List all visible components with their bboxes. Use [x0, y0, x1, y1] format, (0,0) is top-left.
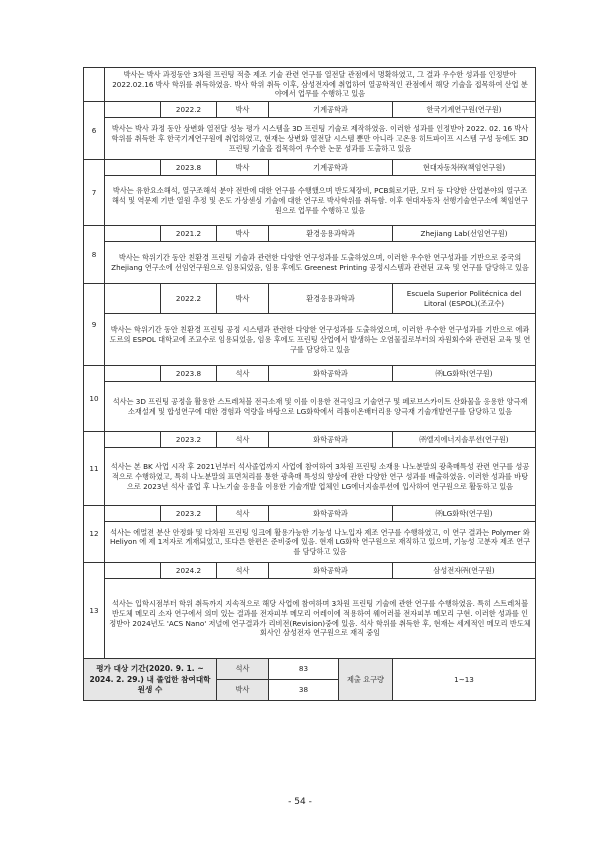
- row-number: 6: [84, 102, 105, 160]
- blank-cell: [105, 226, 161, 242]
- table-row: [84, 432, 536, 448]
- blank-cell: [105, 432, 161, 448]
- career-description: 박사는 박사 과정 동안 상변화 열전달 성능 평가 시스템을 3D 프린팅 기술로 제작하였음. 이러한 성과를 인정받아 2022. 02. 16 박사 학위를 취득한 후 한국기계연구원에 취업하였고, 현재는 상변화 열전달 시스템 뿐만 아니라 고온용 히트파이프 시스템 구성 등에도 3D 프린팅 기술을 접목하여 우수한 논문 성과를 도출하고 있음: [105, 118, 536, 160]
- requirement-value: 1~13: [393, 659, 536, 701]
- graduation-date: 2023.2: [161, 432, 217, 448]
- graduation-date: 2021.2: [161, 226, 217, 242]
- table-row: [84, 563, 536, 579]
- row-number: 10: [84, 366, 105, 432]
- blank-cell: [105, 160, 161, 176]
- degree: 박사: [217, 160, 269, 176]
- department: 화학공학과: [269, 432, 393, 448]
- career-description: 석사는 입학시점부터 학위 취득까지 지속적으로 해당 사업에 참여하며 3차원 프린팅 기술에 관한 연구를 수행하였음. 특히 스트레처블 반도체 메모리 소자 연구에서 의미 있는 결과를 전자피부 메모리 어레이에 적용하여 웨어러블 전자피부 메모리 구현. 이러한 성과를 인정받아 2024년도 'ACS Nano' 저널에 연구결과가 리비전(Revision)중에 있음. 석사 학위를 취득한 후, 현재는 세계적인 메모리 반도체 회사인 삼성전자 연구원으로 재직 중임: [105, 579, 536, 659]
- blank-cell: [105, 102, 161, 118]
- master-count: 83: [269, 659, 339, 680]
- table-row: [84, 118, 536, 160]
- employer: 현대자동차㈜(책임연구원): [393, 160, 536, 176]
- row-number: 9: [84, 284, 105, 366]
- department: 기계공학과: [269, 102, 393, 118]
- table-row: [84, 242, 536, 284]
- row-number: 7: [84, 160, 105, 226]
- table-row: [84, 176, 536, 226]
- table-row: [84, 284, 536, 314]
- department: 환경응용과학과: [269, 226, 393, 242]
- row-number-cell: [84, 68, 105, 102]
- table-row: [84, 314, 536, 366]
- table-row: [84, 102, 536, 118]
- employer: ㈜엘지에너지솔루션(연구원): [393, 432, 536, 448]
- row-number: 13: [84, 563, 105, 659]
- graduation-date: 2022.2: [161, 284, 217, 314]
- career-description: 박사는 학위기간 동안 친환경 프린팅 공정 시스템과 관련한 다양한 연구성과를 도출하였으며, 이러한 우수한 연구성과를 기반으로 에콰도르의 ESPOL 대학교에 조교수로 임용되었음, 임용 후에도 프린팅 산업에서 발생하는 오염물질로부터의 자원회수와 관련된 교육 및 연구를 담당하고 있음: [105, 314, 536, 366]
- career-description: 석사는 에멀젼 분산 안정화 및 다차원 프린팅 잉크에 활용가능한 기능성 나노입자 제조 연구를 수행하였고, 이 연구 결과는 Polymer 와 Heliyon 에 제 1저자로 게재되었고, 또다른 한편은 준비중에 있음. 현재 LG화학 연구원으로 재직하고 있으며, 기능성 고분자 제조 연구를 담당하고 있음: [105, 522, 536, 563]
- career-description: 석사는 본 BK 사업 시작 후 2021년부터 석사졸업까지 사업에 참여하여 3차원 프린팅 소재용 나노분말의 광촉매특성 관련 연구를 성공적으로 수행하였고, 특히 나노분말의 표면처리를 통한 광촉매 특성의 향상에 관한 다양한 연구 성과를 배출하였음. 이러한 성과를 바탕으로 2023년 석사 졸업 후 나노기술 응용을 이용한 기술개발 업체인 LG에너지솔루션에 입사하여 연구원으로 활동하고 있음: [105, 448, 536, 506]
- phd-count: 38: [269, 680, 339, 701]
- graduation-date: 2022.2: [161, 102, 217, 118]
- employer: ㈜LG화학(연구원): [393, 366, 536, 382]
- requirement-label: 제출 요구량: [339, 659, 393, 701]
- table-row: [84, 522, 536, 563]
- master-label: 석사: [217, 659, 269, 680]
- row-number: 11: [84, 432, 105, 506]
- employer: ㈜LG화학(연구원): [393, 506, 536, 522]
- employer: 삼성전자㈜(연구원): [393, 563, 536, 579]
- table-row: [84, 506, 536, 522]
- summary-label: 평가 대상 기간(2020. 9. 1. ~ 2024. 2. 29.) 내 졸업한 참여대학원생 수: [84, 659, 217, 701]
- degree: 석사: [217, 366, 269, 382]
- table-row: [84, 579, 536, 659]
- graduation-date: 2024.2: [161, 563, 217, 579]
- degree: 석사: [217, 506, 269, 522]
- department: 환경응용과학과: [269, 284, 393, 314]
- employer: Escuela Superior Politécnica del Litoral (ESPOL)(조교수): [393, 284, 536, 314]
- career-description: 박사는 학위기간 동안 친환경 프린팅 기술과 관련한 다양한 연구성과를 도출하였으며, 이러한 우수한 연구성과를 기반으로 중국의 Zhejiang 연구소에 선임연구원으로 임용되었음, 임용 후에도 Greenest Printing 공정시스템과 관련된 교육 및 연구를 담당하고 있음: [105, 242, 536, 284]
- table-row: [84, 68, 536, 102]
- degree: 석사: [217, 432, 269, 448]
- department: 화학공학과: [269, 366, 393, 382]
- employer: Zhejiang Lab(선임연구원): [393, 226, 536, 242]
- table-row: [84, 160, 536, 176]
- row-number: 8: [84, 226, 105, 284]
- degree: 박사: [217, 102, 269, 118]
- table-row: [84, 226, 536, 242]
- career-description: 박사는 유한요소해석, 열구조해석 분야 전반에 대한 연구를 수행했으며 반도체장비, PCB회로기판, 모터 등 다양한 산업분야의 열구조 해석 및 역문제 기반 열원 추정 및 온도 가상센싱 기술에 대한 연구로 박사학위를 취득함. 이후 현대자동차 선행기술연구소에 책임연구원으로 업무를 수행하고 있음: [105, 176, 536, 226]
- blank-cell: [105, 284, 161, 314]
- graduation-date: 2023.8: [161, 366, 217, 382]
- row-number: 12: [84, 506, 105, 563]
- page-number: - 54 -: [288, 797, 312, 807]
- graduate-career-table: [83, 67, 536, 701]
- table-row: [84, 382, 536, 432]
- employer: 한국기계연구원(연구원): [393, 102, 536, 118]
- graduation-date: 2023.2: [161, 506, 217, 522]
- degree: 석사: [217, 563, 269, 579]
- summary-row: [84, 659, 536, 680]
- career-description: 박사는 박사 과정동안 3차원 프린팅 적층 제조 기술 관련 연구를 열전달 관점에서 명확하였고, 그 결과 우수한 성과를 인정받아 2022.02.16 박사 학위를 취득하였음. 박사 학위 취득 이후, 삼성전자에 취업하여 열공학적인 관점에서 해당 기술을 접목하여 산업 분야에서 업무를 수행하고 있음: [105, 68, 536, 102]
- graduation-date: 2023.8: [161, 160, 217, 176]
- department: 화학공학과: [269, 563, 393, 579]
- degree: 박사: [217, 284, 269, 314]
- blank-cell: [105, 506, 161, 522]
- table-body: [84, 68, 536, 701]
- phd-label: 박사: [217, 680, 269, 701]
- career-description: 석사는 3D 프린팅 공정을 활용한 스트레처블 전극소재 및 이를 이용한 전극잉크 기술연구 및 페로브스카이트 산화물을 응용한 양극재 소재설계 및 합성연구에 대한 경험과 역량을 바탕으로 LG화학에서 리튬이온배터리용 양극재 기술개발연구를 담당하고 있음: [105, 382, 536, 432]
- department: 기계공학과: [269, 160, 393, 176]
- blank-cell: [105, 563, 161, 579]
- table-row: [84, 366, 536, 382]
- blank-cell: [105, 366, 161, 382]
- table-row: [84, 448, 536, 506]
- department: 화학공학과: [269, 506, 393, 522]
- degree: 박사: [217, 226, 269, 242]
